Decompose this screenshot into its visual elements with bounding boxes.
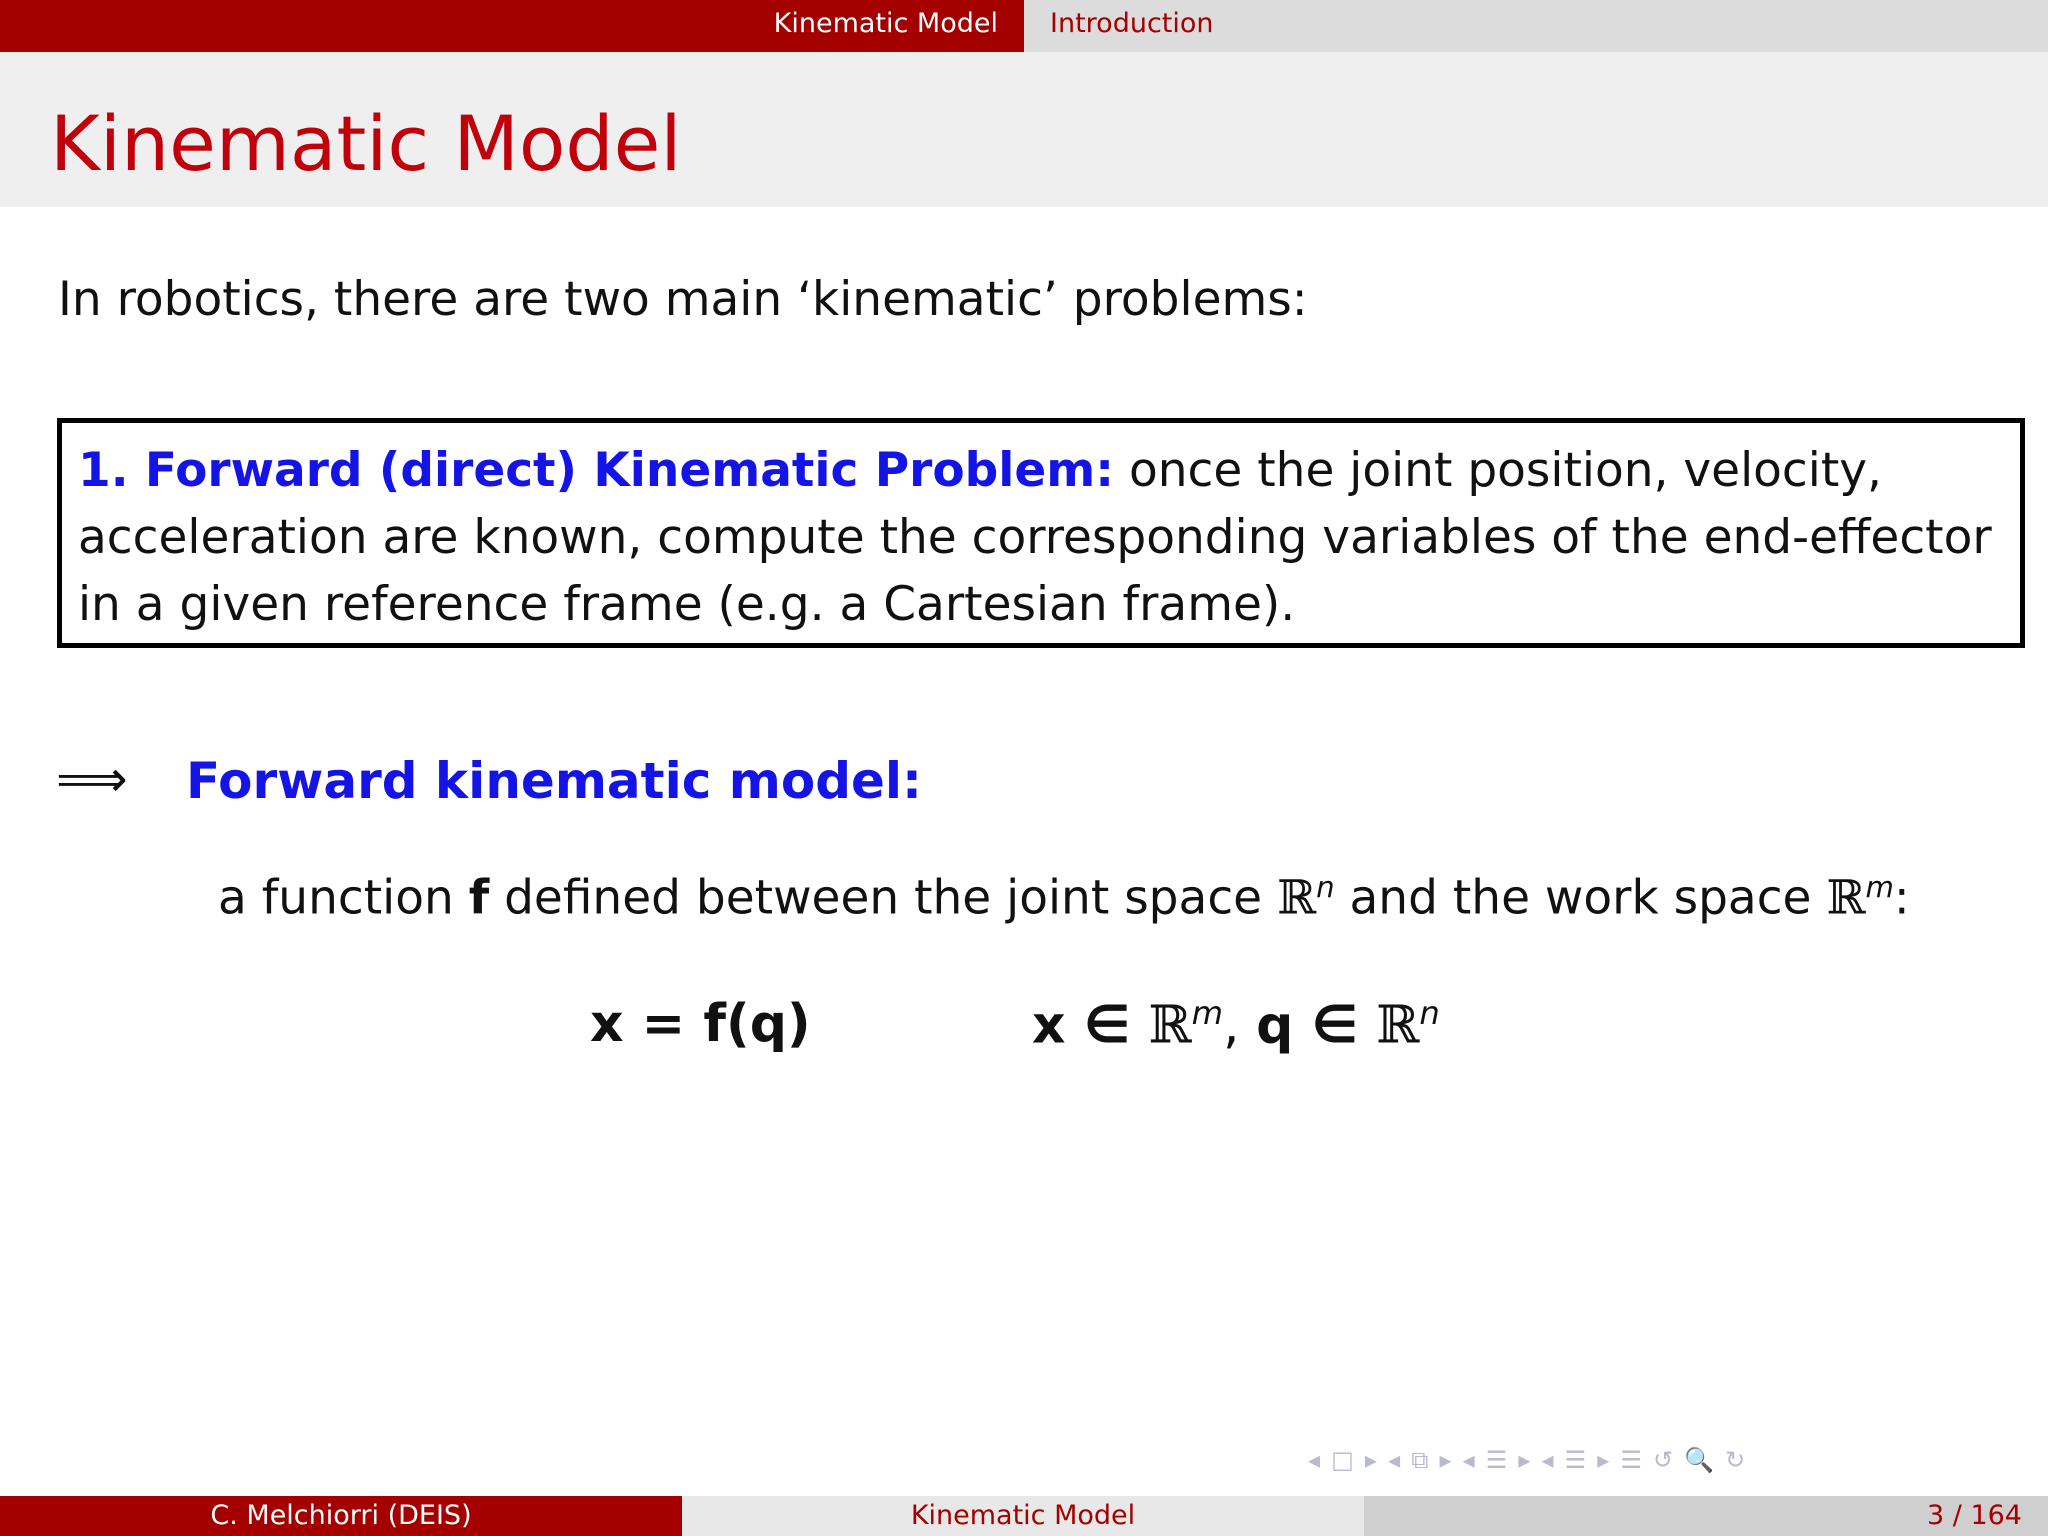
footer <box>0 1496 2048 1536</box>
search-icon[interactable]: 🔍 <box>1684 1446 1715 1474</box>
box-heading: 1. Forward (direct) Kinematic Problem: <box>78 443 1115 498</box>
reals-symbol: ℝ <box>1826 870 1866 926</box>
nav-symbol-icon[interactable]: ▸ <box>1518 1446 1531 1474</box>
nav-symbol-icon[interactable]: ▸ <box>1439 1446 1452 1474</box>
frame-title: Kinematic Model <box>50 99 682 188</box>
function-text-4: : <box>1893 870 1910 926</box>
box-text: once the joint position, velocity, acceleration are known, compute the corresponding variables of the end-effector in a given reference frame (e.g. a Cartesian frame). <box>78 443 1992 632</box>
header-nav-bar <box>0 0 2048 52</box>
function-text-2: defined between the joint space <box>489 870 1278 926</box>
nav-symbol-icon[interactable]: ◂ <box>1462 1446 1475 1474</box>
equation-left-text: x = f(q) <box>590 994 811 1054</box>
frame-icon[interactable]: □ <box>1331 1446 1354 1474</box>
back-icon[interactable]: ↺ <box>1652 1446 1674 1474</box>
forward-kinematic-problem-box <box>57 418 2025 648</box>
footer-author: C. Melchiorri (DEIS) <box>0 1496 682 1536</box>
subsection-icon[interactable]: ⧉ <box>1411 1446 1429 1474</box>
footer-page-number: 3 / 164 <box>1364 1496 2048 1536</box>
forward-icon[interactable]: ↻ <box>1725 1446 1746 1474</box>
beamer-navigation-symbols <box>1308 1446 2038 1480</box>
function-symbol: f <box>468 870 490 926</box>
nav-section-link[interactable]: Kinematic Model <box>773 8 998 39</box>
footer-title: Kinematic Model <box>682 1496 1364 1536</box>
function-text-3: and the work space <box>1334 870 1827 926</box>
exponent-m: m <box>1191 994 1223 1032</box>
nav-symbol-icon[interactable]: ◂ <box>1308 1446 1321 1474</box>
function-text-1: a function <box>218 870 469 926</box>
exponent-n: n <box>1316 870 1335 904</box>
equation-comma: , <box>1223 995 1257 1056</box>
nav-symbol-icon[interactable]: ▸ <box>1597 1446 1610 1474</box>
exponent-m: m <box>1865 870 1894 904</box>
frame-title-band <box>0 52 2048 207</box>
reals-symbol: ℝ <box>1148 995 1192 1056</box>
equation-right-q: q ∈ <box>1256 995 1377 1056</box>
forward-model-heading: Forward kinematic model: <box>186 752 923 810</box>
nav-symbol-icon[interactable]: ▸ <box>1364 1446 1377 1474</box>
nav-symbol-icon[interactable]: ◂ <box>1388 1446 1401 1474</box>
nav-symbol-icon[interactable]: ◂ <box>1541 1446 1554 1474</box>
exponent-n: n <box>1419 994 1440 1032</box>
reals-symbol: ℝ <box>1376 995 1420 1056</box>
reals-symbol: ℝ <box>1277 870 1317 926</box>
nav-subsection-link[interactable]: Introduction <box>1050 8 1214 39</box>
section-icon[interactable]: ☰ <box>1485 1446 1508 1474</box>
section-icon[interactable]: ☰ <box>1564 1446 1587 1474</box>
implies-arrow-icon: ⟹ <box>56 750 128 808</box>
equation-right <box>1032 994 1440 1055</box>
function-description <box>218 870 1910 926</box>
equation-left <box>590 994 811 1054</box>
intro-text: In robotics, there are two main ‘kinematic’ problems: <box>58 272 1308 327</box>
equation-right-x: x ∈ <box>1032 995 1149 1056</box>
document-icon[interactable]: ☰ <box>1620 1446 1642 1474</box>
